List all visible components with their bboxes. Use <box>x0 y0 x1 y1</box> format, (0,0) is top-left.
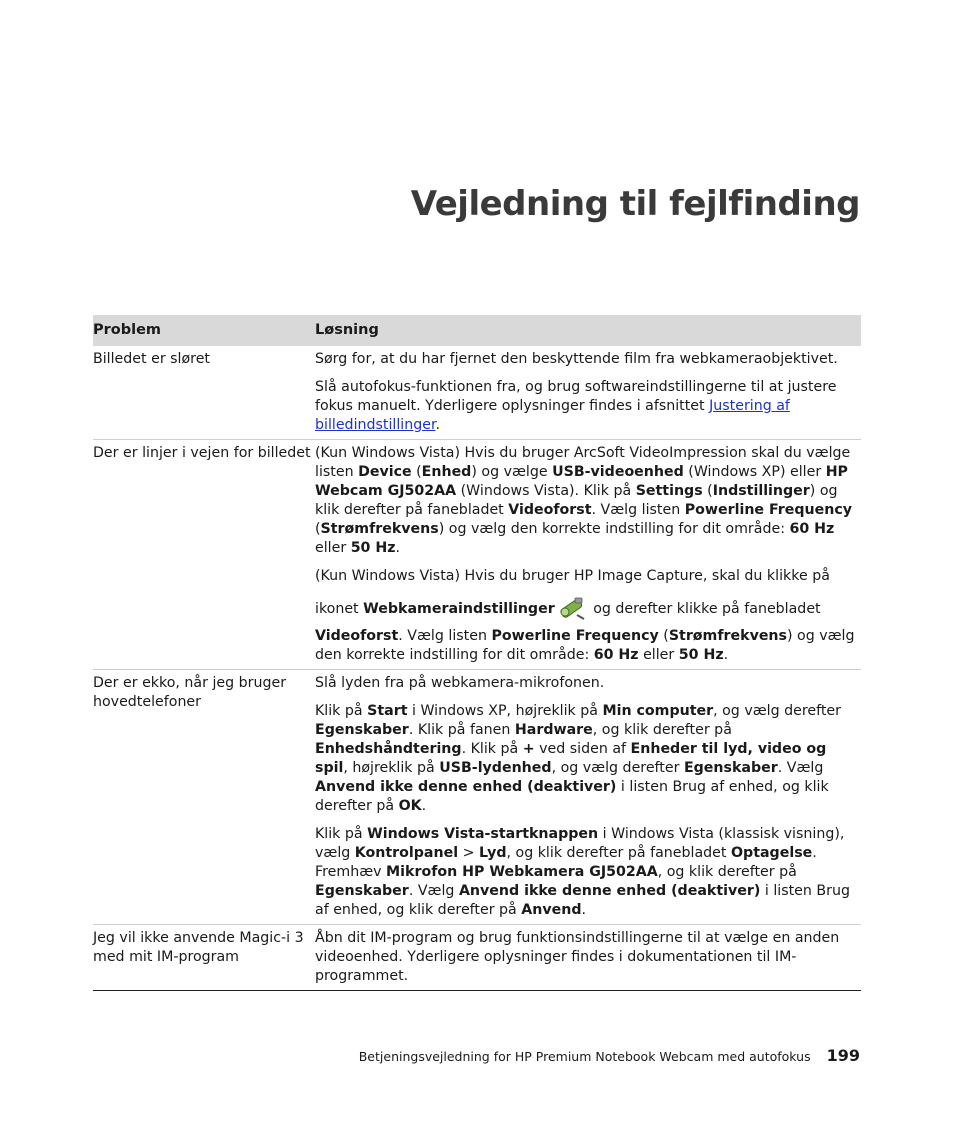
solution-paragraph <box>315 378 857 435</box>
solution-text: . <box>435 417 440 433</box>
problem-cell: Jeg vil ikke anvende Magic-i 3 med mit IM-program <box>93 930 304 965</box>
problem-cell: Der er linjer i vejen for billedet <box>93 445 311 461</box>
solution-paragraph: (Kun Windows Vista) Hvis du bruger HP Image Capture, skal du klikke på <box>315 568 830 584</box>
footer-text: Betjeningsvejledning for HP Premium Notebook Webcam med autofokus <box>358 1049 811 1064</box>
solution-cell <box>315 444 861 665</box>
table-row <box>93 346 861 440</box>
header-problem: Problem <box>93 322 162 338</box>
table-header <box>93 315 861 346</box>
solution-paragraph: Slå lyden fra på webkamera-mikrofonen. <box>315 675 605 691</box>
header-solution: Løsning <box>315 322 379 338</box>
solution-paragraph: Åbn dit IM-program og brug funktionsindstillingerne til at vælge en anden videoenhed. Yderligere oplysninger findes i dokumentationen til IM-programmet. <box>315 930 840 984</box>
adjust-image-settings-link[interactable]: Justering af billedindstillinger <box>315 398 790 433</box>
table-row <box>93 440 861 670</box>
table-row <box>93 925 861 991</box>
solution-cell <box>315 674 861 920</box>
solution-text: Slå autofokus-funktionen fra, og brug softwareindstillingerne til at justere fokus manuelt. Yderligere oplysninger findes i afsnittet <box>315 379 837 414</box>
troubleshooting-table <box>93 315 861 991</box>
page-number: 199 <box>826 1046 860 1065</box>
table-row <box>93 670 861 925</box>
solution-paragraph: Klik på Windows Vista-startknappen i Windows Vista (klassisk visning), vælg Kontrolpanel > Lyd, og klik derefter på fanebladet Optagelse. Fremhæv Mikrofon HP Webkamera GJ502AA, og klik derefter på Egenskaber. Vælg Anvend ikke denne enhed (deaktiver) i listen Brug af enhed, og klik derefter på Anvend. <box>315 826 850 918</box>
solution-paragraph: ikonet Webkameraindstillinger og derefter klikke på fanebladet Videoforst. Vælg listen Powerline Frequency (Strømfrekvens) og vælg den korrekte indstilling for dit område: 60 Hz eller 50 Hz. <box>315 595 857 665</box>
solution-paragraph: Sørg for, at du har fjernet den beskyttende film fra webkameraobjektivet. <box>315 351 838 367</box>
webcam-settings-icon <box>557 595 587 627</box>
solution-paragraph: (Kun Windows Vista) Hvis du bruger ArcSoft VideoImpression skal du vælge listen Device (Enhed) og vælge USB-videoenhed (Windows XP) eller HP Webcam GJ502AA (Windows Vista). Klik på Settings (Indstillinger) og klik derefter på fanebladet Videoforst. Vælg listen Powerline Frequency (Strømfrekvens) og vælg den korrekte indstilling for dit område: 60 Hz eller 50 Hz. <box>315 445 853 556</box>
page-footer <box>359 1046 860 1065</box>
solution-paragraph: Klik på Start i Windows XP, højreklik på Min computer, og vælg derefter Egenskaber. Klik på fanen Hardware, og klik derefter på Enhedshåndtering. Klik på + ved siden af Enheder til lyd, video og spil, højreklik på USB-lydenhed, og vælg derefter Egenskaber. Vælg Anvend ikke denne enhed (deaktiver) i listen Brug af enhed, og klik derefter på OK. <box>315 703 841 814</box>
page-title: Vejledning til fejlfinding <box>410 184 860 224</box>
problem-cell: Der er ekko, når jeg bruger hovedtelefoner <box>93 675 287 710</box>
solution-cell <box>315 929 861 986</box>
solution-cell <box>315 350 861 435</box>
problem-cell: Billedet er sløret <box>93 351 210 367</box>
